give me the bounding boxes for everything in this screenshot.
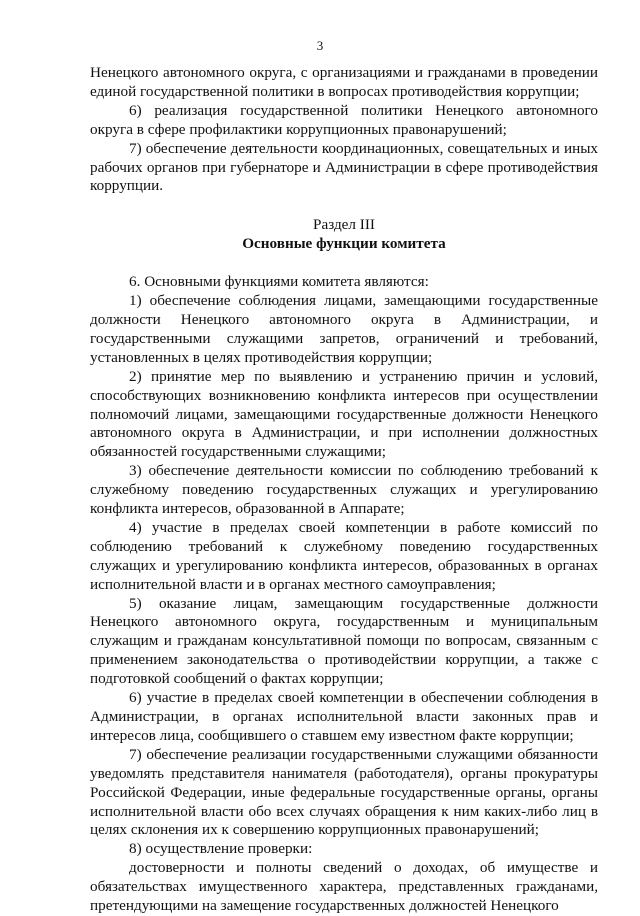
section-title: Основные функции комитета	[242, 235, 446, 253]
paragraph: 2) принятие мер по выявлению и устранению причин и условий, способствующих возникновению конфликта интересов при осуществлении полномочий лицами, замещающими государственные должности Ненецкого автономного округа в Администрации, и при исполнении должностных обязанностей государственными служащими;	[90, 367, 598, 461]
paragraph: 6) реализация государственной политики Ненецкого автономного округа в сфере профилактики коррупционных правонарушений;	[90, 101, 598, 138]
document-body	[90, 64, 598, 916]
paragraph: 6) участие в пределах своей компетенции в обеспечении соблюдения в Администрации, в органах исполнительной власти законных прав и интересов лица, сообщившего о ставшем ему известном факте коррупции;	[90, 689, 598, 744]
paragraph: 7) обеспечение реализации государственными служащими обязанности уведомлять представителя нанимателя (работодателя), органы прокуратуры Российской Федерации, иные федеральные государственные органы, органы исполнительной власти обо всех случаях обращения к ним каких-либо лиц в целях склонения их к совершению коррупционных правонарушений;	[90, 745, 598, 839]
paragraph: 7) обеспечение деятельности координационных, совещательных и иных рабочих органов при губернаторе и Администрации в сфере противодействия коррупции.	[90, 139, 598, 195]
paragraph: 8) осуществление проверки:	[129, 840, 313, 858]
paragraph: 4) участие в пределах своей компетенции в работе комиссий по соблюдению требований к служебному поведению государственных служащих и урегулированию конфликта интересов, образованных в органах исполнительной власти и в органах местного самоуправления;	[90, 518, 598, 593]
page-number: 3	[316, 38, 324, 53]
section-label: Раздел III	[313, 216, 375, 234]
paragraph: 6. Основными функциями комитета являются:	[129, 273, 429, 291]
paragraph: 1) обеспечение соблюдения лицами, замещающими государственные должности Ненецкого автономного округа в Администрации, и государственными служащими запретов, ограничений и требований, установленных в целях противодействия коррупции;	[90, 292, 598, 366]
paragraph: 3) обеспечение деятельности комиссии по соблюдению требований к служебному поведению государственных служащих и урегулированию конфликта интересов, образованной в Аппарате;	[90, 462, 598, 518]
paragraph: Ненецкого автономного округа, с организациями и гражданами в проведении единой государственной политики в вопросах противодействия коррупции;	[90, 64, 598, 100]
paragraph: 5) оказание лицам, замещающим государственные должности Ненецкого автономного округа, государственным и муниципальным служащим и гражданам консультативной помощи по вопросам, связанным с применением законодательства о противодействии коррупции, а также с подготовкой сообщений о фактах коррупции;	[90, 594, 598, 688]
paragraph: достоверности и полноты сведений о доходах, об имуществе и обязательствах имущественного характера, представленных гражданами, претендующими на замещение государственных должностей Ненецкого	[90, 859, 598, 915]
